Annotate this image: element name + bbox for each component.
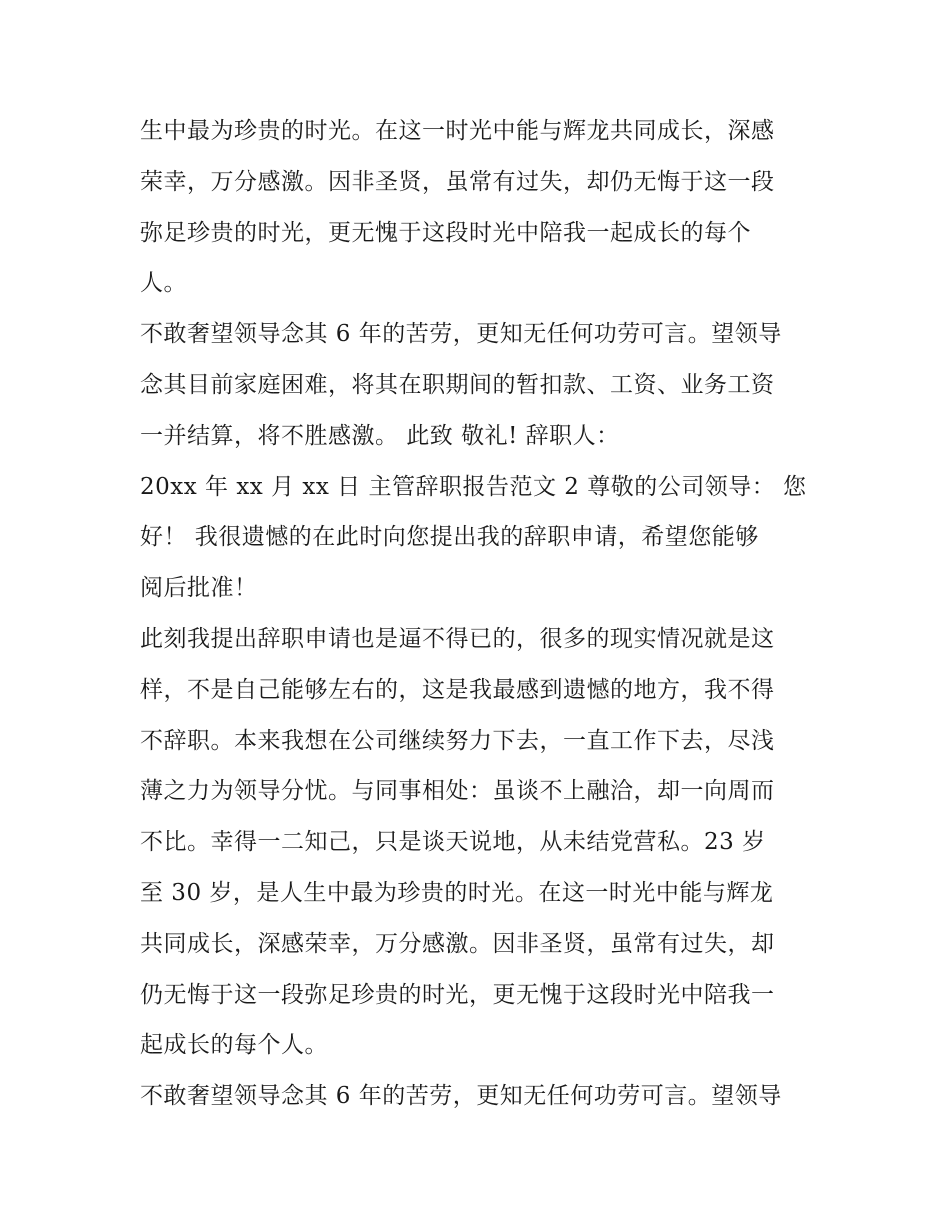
text-line: 不比。幸得一二知己，只是谈天说地，从未结党营私。23 岁 (140, 829, 766, 856)
paragraph-5 (140, 1071, 820, 1122)
text-line: 念其目前家庭困难，将其在职期间的暂扣款、工资、业务工资 (140, 371, 775, 398)
text-line: 弥足珍贵的时光，更无愧于这段时光中陪我一起成长的每个 (140, 219, 751, 246)
text-line: 一并结算，将不胜感激。 此致 敬礼! 辞职人： (140, 422, 620, 449)
paragraph-3 (140, 462, 820, 614)
text-line: 荣幸，万分感激。因非圣贤，虽常有过失，却仍无悔于这一段 (140, 168, 775, 195)
text-line: 共同成长，深感荣幸，万分感激。因非圣贤，虽常有过失，却 (140, 930, 775, 957)
paragraph-4 (140, 614, 820, 1071)
paragraph-2 (140, 309, 820, 461)
text-line: 20xx 年 xx 月 xx 日 主管辞职报告范文 2 尊敬的公司领导： 您 (140, 473, 807, 500)
text-line: 不敢奢望领导念其 6 年的苦劳，更知无任何功劳可言。望领导 (140, 321, 782, 348)
text-line: 样，不是自己能够左右的，这是我最感到遗憾的地方，我不得 (140, 676, 775, 703)
text-line: 生中最为珍贵的时光。在这一时光中能与辉龙共同成长，深感 (140, 118, 775, 144)
text-line: 好！ 我很遗憾的在此时向您提出我的辞职申请，希望您能够 (140, 524, 759, 551)
text-line: 人。 (140, 270, 187, 297)
text-line: 薄之力为领导分忧。与同事相处：虽谈不上融洽，却一向周而 (140, 778, 775, 805)
text-line: 不辞职。本来我想在公司继续努力下去，一直工作下去，尽浅 (140, 727, 775, 754)
text-line: 此刻我提出辞职申请也是逼不得已的，很多的现实情况就是这 (140, 625, 775, 652)
paragraph-1 (140, 106, 820, 309)
text-line: 起成长的每个人。 (140, 1032, 328, 1059)
text-line: 不敢奢望领导念其 6 年的苦劳，更知无任何功劳可言。望领导 (140, 1083, 782, 1110)
text-line: 仍无悔于这一段弥足珍贵的时光，更无愧于这段时光中陪我一 (140, 981, 775, 1008)
document-page (140, 106, 820, 1122)
text-line: 至 30 岁，是人生中最为珍贵的时光。在这一时光中能与辉龙 (140, 879, 774, 906)
text-line: 阅后批准！ (140, 575, 258, 602)
